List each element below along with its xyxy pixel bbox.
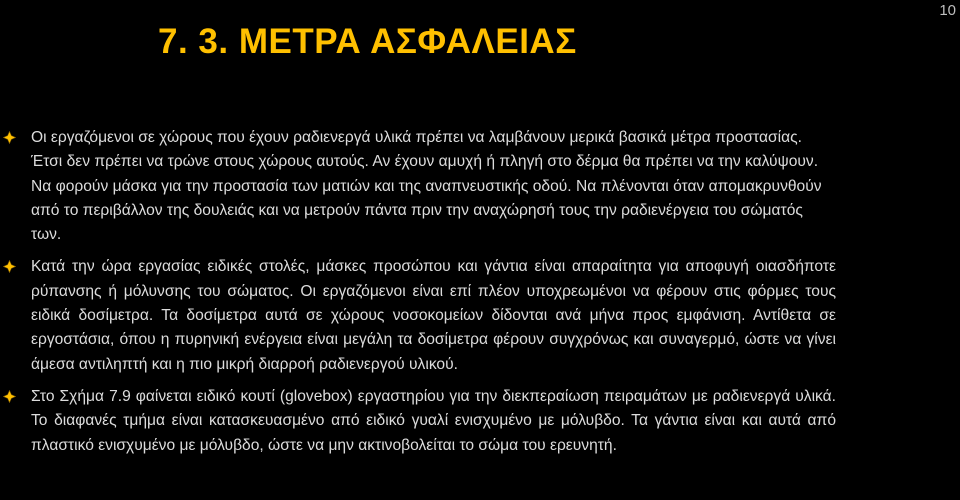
bullet-item-glovebox — [31, 385, 836, 458]
slide-title: 7. 3. ΜΕΤΡΑ ΑΣΦΑΛΕΙΑΣ — [158, 22, 577, 61]
diamond-bullet-icon — [3, 131, 16, 144]
bullet-text: Οι εργαζόμενοι σε χώρους που έχουν ραδιενεργά υλικά πρέπει να λαμβάνουν μερικά βασικά μέτρα προστασίας. Έτσι δεν πρέπει να τρώνε στους χώρους αυτούς. Αν έχουν αμυχή ή πληγή στο δέρμα θα πρέπει να την καλύψουν. Να φορούν μάσκα για την προστασία των ματιών και της αναπνευστικής οδού. Να πλένονται όταν απομακρυνθούν από το περιβάλλον της δουλειάς και να μετρούν πάντα πριν την αναχώρησή τους την ραδιενέργεια του σώματός των. — [31, 129, 822, 244]
diamond-bullet-icon — [3, 260, 16, 273]
bullet-text: Στο Σχήμα 7.9 φαίνεται ειδικό κουτί (glovebox) εργαστηρίου για την διεκπεραίωση πειραμάτων με ραδιενεργά υλικά. Το διαφανές τμήμα είναι κατασκευασμένο από ειδικό γυαλί ενισχυμένο με μόλυβδο. Τα γάντια είναι και αυτά από πλαστικό ενισχυμένο με μόλυβδο, ώστε να μην ακτινοβολείται το σώμα του ερευνητή. — [31, 387, 836, 454]
bullet-item-work-clothing — [31, 255, 836, 376]
diamond-bullet-icon — [3, 390, 16, 403]
bullet-list — [0, 126, 960, 466]
bullet-item-protection-measures — [31, 126, 836, 247]
bullet-text: Κατά την ώρα εργασίας ειδικές στολές, μάσκες προσώπου και γάντια είναι απαραίτητα για αποφυγή οιασδήποτε ρύπανσης ή μόλυνσης του σώματος. Οι εργαζόμενοι είναι επί πλέον υποχρεωμένοι να φέρουν στις φόρμες τους ειδικά δοσίμετρα. Τα δοσίμετρα αυτά σε χώρους νοσοκομείων δίδονται ανά μήνα προς εμφάνιση. Αντίθετα σε εργοστάσια, όπου η πυρηνική ενέργεια είναι μεγάλη τα δοσίμετρα φέρουν συγχρόνως και συναγερμό, ώστε να γίνει άμεσα αντιληπτή και η πιο μικρή διαρροή ραδιενεργού υλικού. — [31, 258, 836, 373]
slide-number: 10 — [939, 2, 956, 19]
